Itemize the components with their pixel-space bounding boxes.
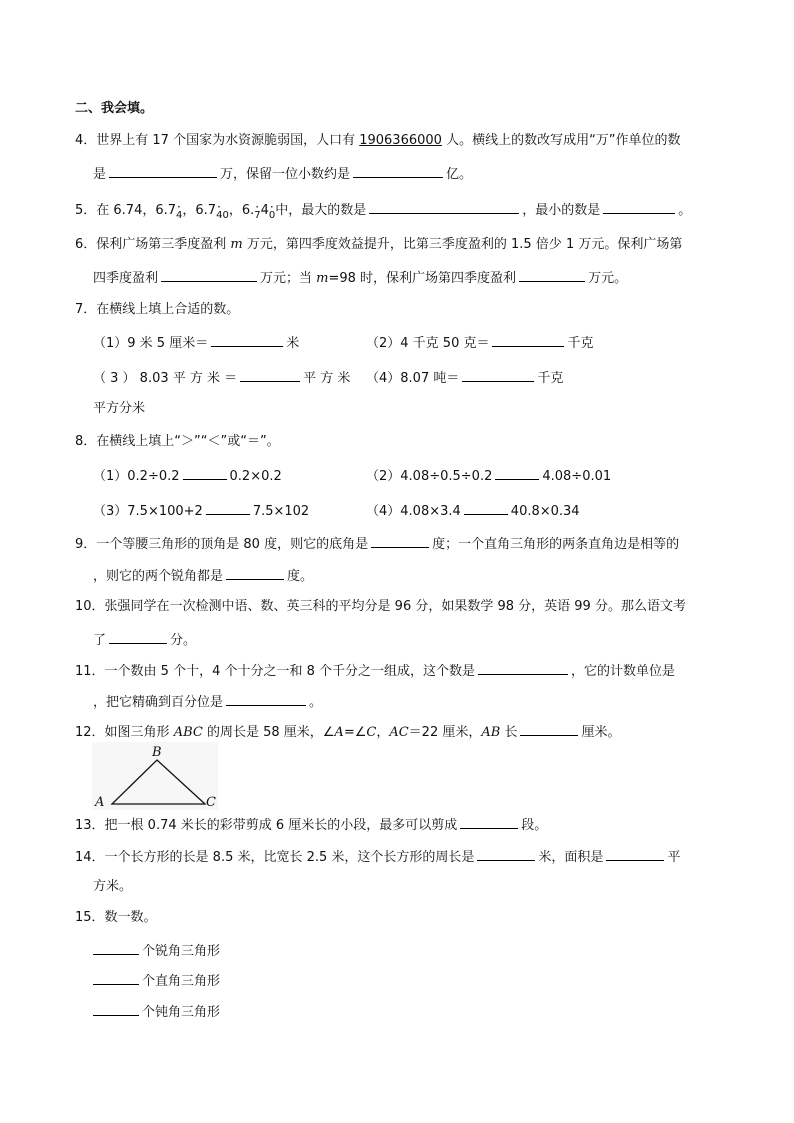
question-7-part3: （ 3 ） 8.03 平 方 米 ＝ 平 方 米 <box>93 368 350 388</box>
question-6-line1: 6．保利广场第三季度盈利 m 万元，第四季度效益提升，比第三季度盈利的 1.5 倍少 1 万元。保利广场第 <box>75 237 683 252</box>
vertex-label-c: C <box>206 795 216 810</box>
vertex-label-b: B <box>152 745 162 760</box>
question-7-title: 7．在横线上填上合适的数。 <box>75 302 240 317</box>
question-15-row1: 个锐角三角形 <box>93 941 220 961</box>
answer-blank[interactable] <box>226 566 284 580</box>
question-13: 13．把一根 0.74 米长的彩带剪成 6 厘米长的小段，最多可以剪成 段。 <box>75 815 547 835</box>
answer-blank[interactable] <box>477 847 535 861</box>
question-15-row2: 个直角三角形 <box>93 971 220 991</box>
answer-blank[interactable] <box>109 630 167 644</box>
answer-blank[interactable] <box>460 815 518 829</box>
question-8-part1: （1）0.2÷0.2 0.2×0.2 <box>93 466 282 486</box>
section-title: 二、我会填。 <box>75 101 154 116</box>
question-10-line1: 10．张强同学在一次检测中语、数、英三科的平均分是 96 分，如果数学 98 分，英语 99 分。那么语文考 <box>75 599 686 614</box>
answer-blank[interactable] <box>161 268 257 282</box>
answer-blank[interactable] <box>93 941 139 955</box>
question-8-title: 8．在横线上填上“＞”“＜”或“＝”。 <box>75 434 280 449</box>
population-number: 1906366000 <box>359 133 442 148</box>
question-14-line1: 14．一个长方形的长是 8.5 米，比宽长 2.5 米，这个长方形的周长是 米，面积是 平 <box>75 847 680 867</box>
question-6-line2: 四季度盈利 万元；当 m=98 时，保利广场第四季度盈利 万元。 <box>93 268 627 288</box>
vertex-label-a: A <box>95 795 105 810</box>
answer-blank[interactable] <box>478 661 568 675</box>
question-7-part1: （1）9 米 5 厘米＝ 米 <box>93 333 299 353</box>
answer-blank[interactable] <box>183 466 227 480</box>
answer-blank[interactable] <box>520 722 578 736</box>
question-8-part4: （4）4.08×3.4 40.8×0.34 <box>366 501 580 521</box>
question-14-line2: 方米。 <box>93 879 133 894</box>
answer-blank[interactable] <box>240 368 300 382</box>
question-12: 12．如图三角形 ABC 的周长是 58 厘米，∠A=∠C，AC＝22 厘米，AB 长 厘米。 <box>75 722 620 742</box>
answer-blank[interactable] <box>93 971 139 985</box>
answer-blank[interactable] <box>211 333 283 347</box>
answer-blank[interactable] <box>492 333 564 347</box>
question-7-part3-continued: 平方分米 <box>93 401 146 416</box>
answer-blank[interactable] <box>109 164 217 178</box>
question-8-part2: （2）4.08÷0.5÷0.2 4.08÷0.01 <box>366 466 611 486</box>
question-15-title: 15．数一数。 <box>75 910 157 925</box>
answer-blank[interactable] <box>206 501 250 515</box>
question-8-part3: （3）7.5×100+2 7.5×102 <box>93 501 309 521</box>
question-15-row3: 个钝角三角形 <box>93 1002 220 1022</box>
question-11-line2: ，把它精确到百分位是 。 <box>93 692 322 712</box>
question-5: 5．在 6.74，6.7· $_4$，6.7· $_{40}$，6.· $_7$4· $_0$中，最大的数是 ，最小的数是 。 <box>75 200 691 221</box>
triangle-abc-figure <box>92 742 218 810</box>
answer-blank[interactable] <box>462 368 534 382</box>
answer-blank[interactable] <box>369 200 519 214</box>
question-11-line1: 11．一个数由 5 个十，4 个十分之一和 8 个千分之一组成，这个数是 ，它的计数单位是 <box>75 661 675 681</box>
answer-blank[interactable] <box>371 534 429 548</box>
question-9-line2: ，则它的两个锐角都是 度。 <box>93 566 313 586</box>
answer-blank[interactable] <box>93 1002 139 1016</box>
answer-blank[interactable] <box>519 268 585 282</box>
answer-blank[interactable] <box>603 200 675 214</box>
answer-blank[interactable] <box>353 164 443 178</box>
question-9-line1: 9．一个等腰三角形的顶角是 80 度，则它的底角是 度；一个直角三角形的两条直角边是相等的 <box>75 534 679 554</box>
answer-blank[interactable] <box>226 692 306 706</box>
answer-blank[interactable] <box>606 847 664 861</box>
answer-blank[interactable] <box>495 466 539 480</box>
answer-blank[interactable] <box>464 501 508 515</box>
question-4-line2: 是 万，保留一位小数约是 亿。 <box>93 164 472 184</box>
question-7-part2: （2）4 千克 50 克＝ 千克 <box>366 333 594 353</box>
question-4-line1: 4．世界上有 17 个国家为水资源脆弱国，人口有 1906366000 人。横线上的数改写成用“万”作单位的数 <box>75 133 681 148</box>
question-10-line2: 了 分。 <box>93 630 196 650</box>
question-7-part4: （4）8.07 吨＝ 千克 <box>366 368 563 388</box>
